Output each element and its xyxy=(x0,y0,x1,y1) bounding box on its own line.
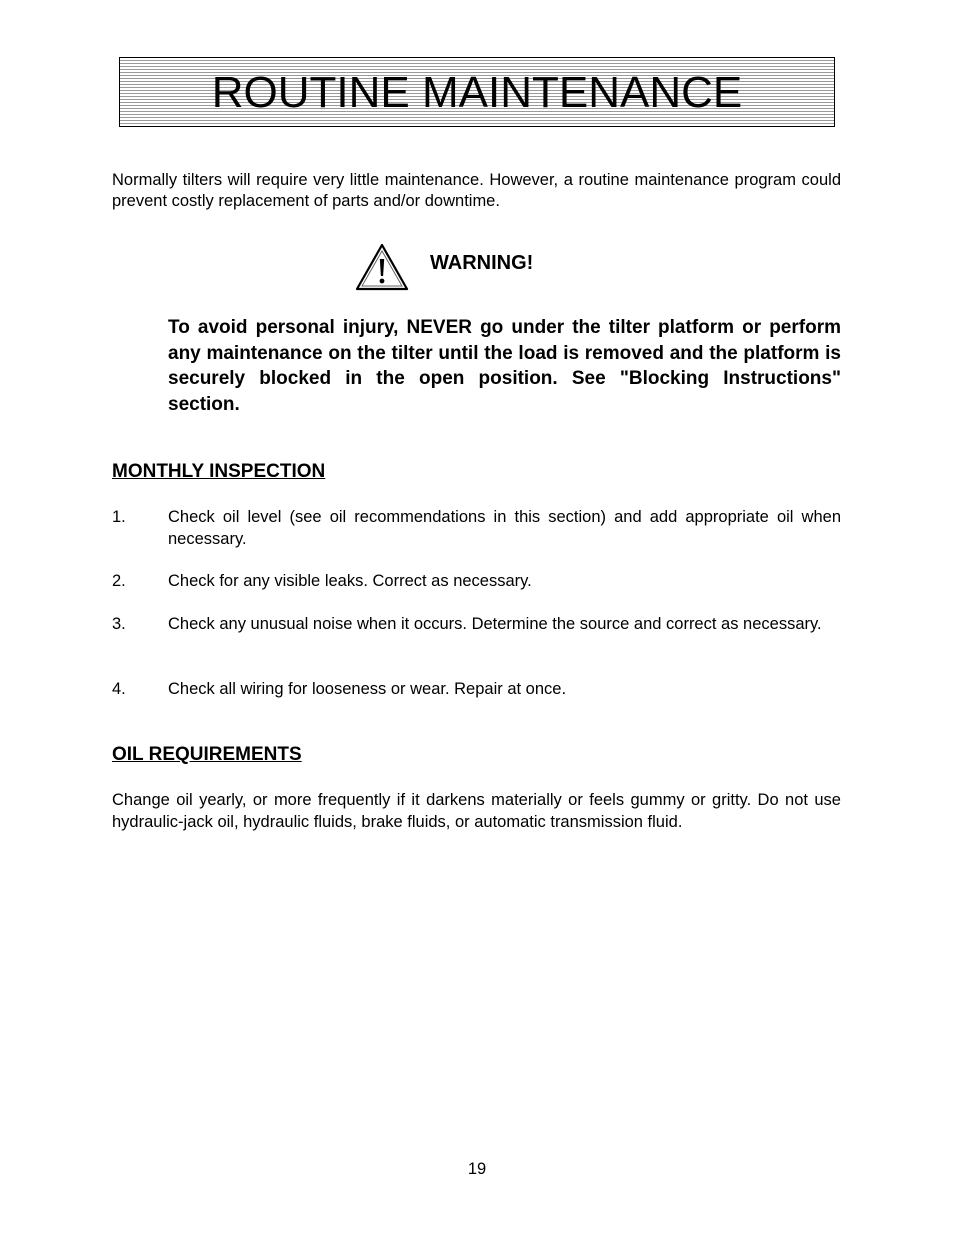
list-item-text: Check any unusual noise when it occurs. Determine the source and correct as necessary. xyxy=(168,615,822,633)
intro-paragraph: Normally tilters will require very little maintenance. However, a routine maintenance program could prevent costly replacement of parts and/or downtime. xyxy=(112,171,841,210)
monthly-inspection-heading: MONTHLY INSPECTION xyxy=(112,461,326,482)
list-item-text: Check oil level (see oil recommendations in this section) and add appropriate oil when necessary. xyxy=(168,508,841,548)
list-item xyxy=(112,614,841,636)
list-item-text: Check for any visible leaks. Correct as necessary. xyxy=(168,572,532,590)
title-banner xyxy=(119,57,835,127)
oil-requirements-text: Change oil yearly, or more frequently if it darkens materially or feels gummy or gritty. Do not use hydraulic-jack oil, hydraulic fluids, brake fluids, or automatic transmission fluid. xyxy=(112,791,841,831)
oil-requirements-heading: OIL REQUIREMENTS xyxy=(112,744,302,765)
list-item xyxy=(112,679,841,701)
page-title: ROUTINE MAINTENANCE xyxy=(211,68,743,117)
list-item-text: Check all wiring for looseness or wear. Repair at once. xyxy=(168,680,567,698)
page-number: 19 xyxy=(467,1160,487,1178)
list-item-number: 4. xyxy=(112,680,126,698)
list-item-number: 2. xyxy=(112,572,126,590)
list-item-number: 3. xyxy=(112,615,126,633)
warning-header xyxy=(354,242,533,292)
warning-triangle-icon xyxy=(354,242,410,292)
list-item-number: 1. xyxy=(112,508,126,526)
warning-text: To avoid personal injury, NEVER go under the tilter platform or perform any maintenance on the tilter until the load is removed and the platform is securely blocked in the open position. See "Blocking Instructions" section. xyxy=(168,317,841,415)
warning-label: WARNING! xyxy=(430,251,534,274)
list-item xyxy=(112,571,841,593)
list-item xyxy=(112,507,841,550)
